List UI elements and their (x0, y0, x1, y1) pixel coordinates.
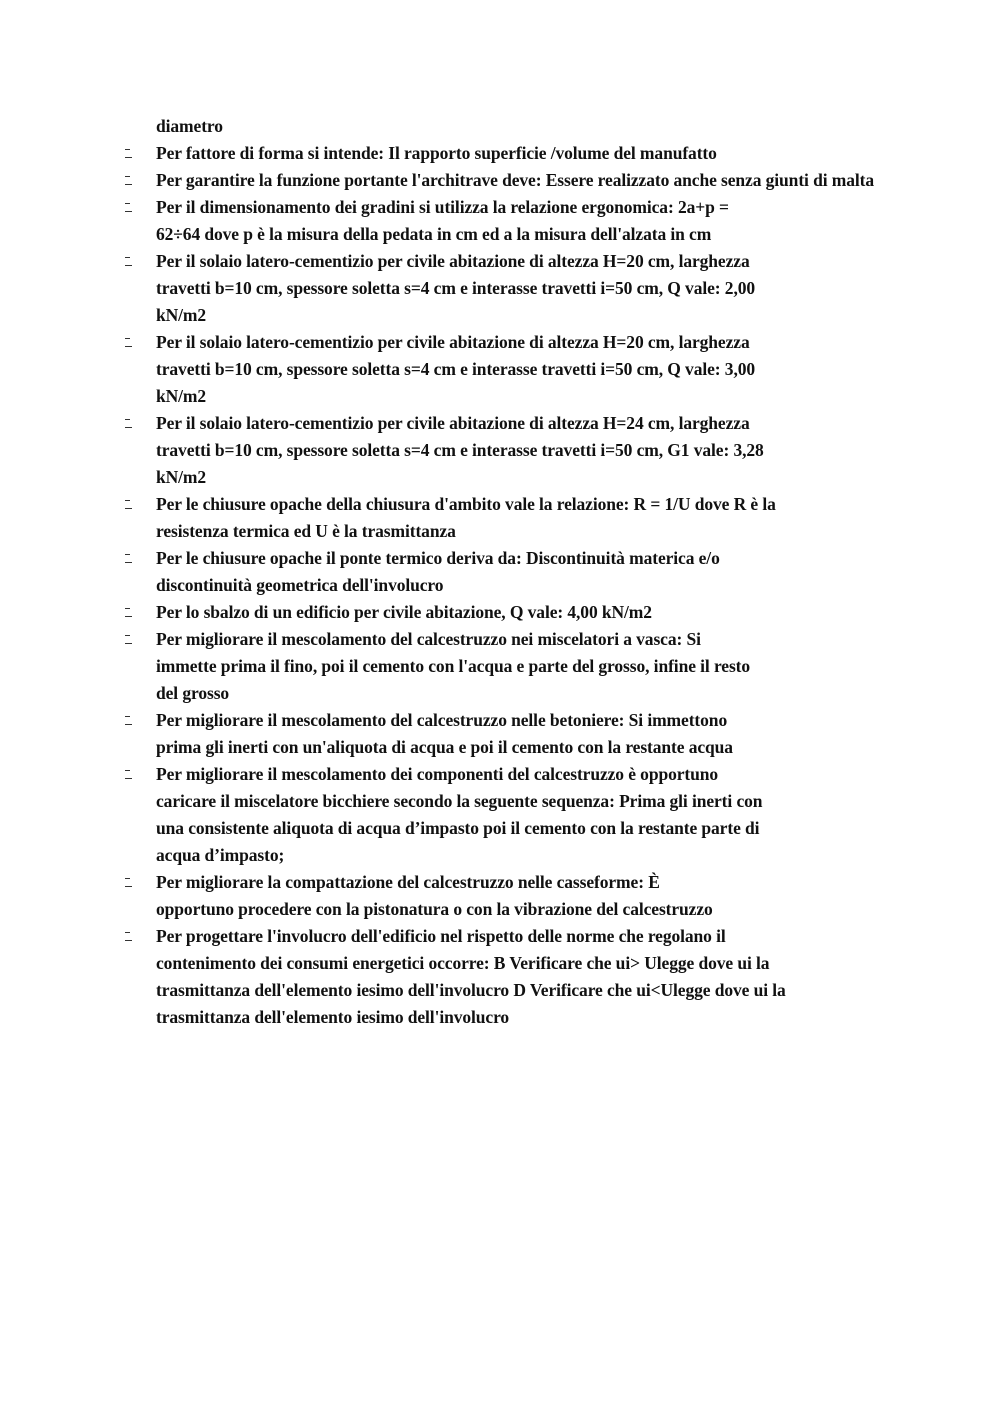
list-item-text: una consistente aliquota di acqua d’impasto poi il cemento con la restante parte di (156, 818, 760, 838)
list-item (0, 869, 1000, 896)
bullet-marker-icon (125, 500, 133, 510)
list-item-text: kN/m2 (156, 386, 207, 406)
list-item (0, 599, 1000, 626)
list-item-continuation (0, 788, 1000, 815)
list-item-continuation (0, 1004, 1000, 1031)
list-item (0, 329, 1000, 356)
list-item-text: travetti b=10 cm, spessore soletta s=4 cm e interasse travetti i=50 cm, Q vale: 3,00 (156, 359, 756, 379)
list-item-text: prima gli inerti con un'aliquota di acqua e poi il cemento con la restante acqua (156, 737, 733, 757)
list-item-text: trasmittanza dell'elemento iesimo dell'involucro D Verificare che ui<Ulegge dove ui la (156, 980, 786, 1000)
list-item-continuation (0, 842, 1000, 869)
list-item-text: Per migliorare il mescolamento del calcestruzzo nelle betoniere: Si immettono (156, 710, 728, 730)
list-item-continuation (0, 356, 1000, 383)
list-item-continuation (0, 437, 1000, 464)
list-item-text: 62÷64 dove p è la misura della pedata in cm ed a la misura dell'alzata in cm (156, 224, 712, 244)
list-item-text: kN/m2 (156, 305, 207, 325)
list-item-text: travetti b=10 cm, spessore soletta s=4 cm e interasse travetti i=50 cm, Q vale: 2,00 (156, 278, 756, 298)
list-item-continuation (0, 572, 1000, 599)
bullet-marker-icon (125, 203, 133, 213)
list-item-text: caricare il miscelatore bicchiere secondo la seguente sequenza: Prima gli inerti con (156, 791, 763, 811)
bullet-marker-icon (125, 554, 133, 564)
list-item-continuation (0, 464, 1000, 491)
list-item-text: acqua d’impasto; (156, 845, 285, 865)
list-item-text: resistenza termica ed U è la trasmittanza (156, 521, 456, 541)
list-item-text: travetti b=10 cm, spessore soletta s=4 cm e interasse travetti i=50 cm, G1 vale: 3,28 (156, 440, 764, 460)
list-item-text: discontinuità geometrica dell'involucro (156, 575, 444, 595)
list-item (0, 248, 1000, 275)
list-item-continuation (0, 815, 1000, 842)
list-item-continuation (0, 275, 1000, 302)
list-item-text: Per progettare l'involucro dell'edificio nel rispetto delle norme che regolano il (156, 926, 726, 946)
list-item-continuation (0, 680, 1000, 707)
bullet-marker-icon (125, 176, 133, 186)
list-item (0, 491, 1000, 518)
list-item-text: Per fattore di forma si intende: Il rapporto superficie /volume del manufatto (156, 143, 717, 163)
bullet-marker-icon (125, 338, 133, 348)
list-item-continuation (0, 977, 1000, 1004)
list-item-text: del grosso (156, 683, 230, 703)
list-item-text: Per le chiusure opache il ponte termico deriva da: Discontinuità materica e/o (156, 548, 720, 568)
list-item-text: Per il solaio latero-cementizio per civile abitazione di altezza H=24 cm, larghezza (156, 413, 750, 433)
list-item-text: Per garantire la funzione portante l'architrave deve: Essere realizzato anche senza giunti di malta (156, 170, 875, 190)
list-item-text: immette prima il fino, poi il cemento con l'acqua e parte del grosso, infine il resto (156, 656, 751, 676)
list-item (0, 626, 1000, 653)
bullet-marker-icon (125, 149, 133, 159)
list-item-text: Per migliorare il mescolamento dei componenti del calcestruzzo è opportuno (156, 764, 719, 784)
list-item-text: Per il solaio latero-cementizio per civile abitazione di altezza H=20 cm, larghezza (156, 332, 750, 352)
list-item (0, 923, 1000, 950)
list-item-text: Per il dimensionamento dei gradini si utilizza la relazione ergonomica: 2a+p = (156, 197, 729, 217)
bullet-marker-icon (125, 932, 133, 942)
list-item-text: Per migliorare il mescolamento del calcestruzzo nei miscelatori a vasca: Si (156, 629, 701, 649)
list-item-continuation (0, 734, 1000, 761)
list-item-continuation (0, 896, 1000, 923)
bullet-marker-icon (125, 770, 133, 780)
list-item (0, 761, 1000, 788)
list-item-continuation (0, 383, 1000, 410)
list-item (0, 194, 1000, 221)
list-item-text: Per le chiusure opache della chiusura d'ambito vale la relazione: R = 1/U dove R è la (156, 494, 776, 514)
list-item-continuation (0, 653, 1000, 680)
list-item (0, 545, 1000, 572)
list-item-text: diametro (156, 116, 223, 136)
bullet-marker-icon (125, 608, 133, 618)
list-item (0, 167, 1000, 194)
list-item (0, 140, 1000, 167)
list-item-continuation (0, 221, 1000, 248)
list-item (0, 113, 1000, 140)
bullet-marker-icon (125, 635, 133, 645)
bullet-marker-icon (125, 716, 133, 726)
list-item (0, 707, 1000, 734)
list-item-text: trasmittanza dell'elemento iesimo dell'involucro (156, 1007, 510, 1027)
list-item-text: Per lo sbalzo di un edificio per civile abitazione, Q vale: 4,00 kN/m2 (156, 602, 652, 622)
bullet-marker-icon (125, 878, 133, 888)
list-item (0, 410, 1000, 437)
list-item-text: opportuno procedere con la pistonatura o con la vibrazione del calcestruzzo (156, 899, 713, 919)
list-item-continuation (0, 518, 1000, 545)
list-item-text: Per il solaio latero-cementizio per civile abitazione di altezza H=20 cm, larghezza (156, 251, 750, 271)
list-item-text: contenimento dei consumi energetici occorre: B Verificare che ui> Ulegge dove ui la (156, 953, 770, 973)
list-item-text: kN/m2 (156, 467, 207, 487)
list-item-continuation (0, 302, 1000, 329)
list-item-continuation (0, 950, 1000, 977)
bullet-marker-icon (125, 419, 133, 429)
list-item-text: Per migliorare la compattazione del calcestruzzo nelle casseforme: È (156, 872, 660, 892)
bullet-marker-icon (125, 257, 133, 267)
answer-list (0, 113, 1000, 1031)
